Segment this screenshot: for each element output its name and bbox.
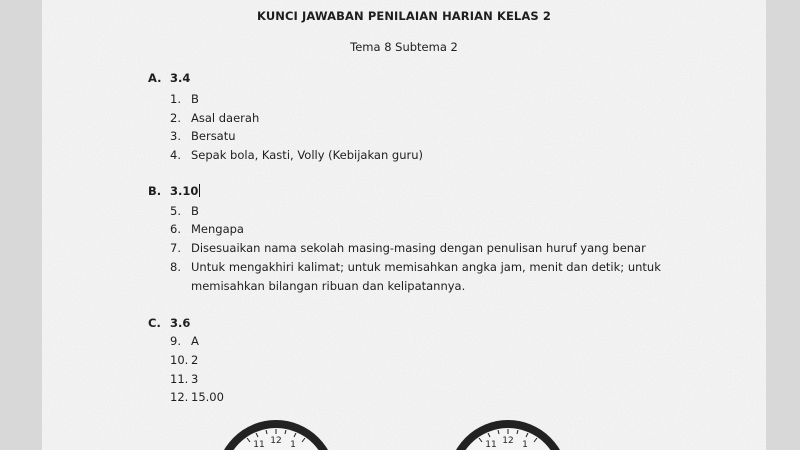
scan-noise-texture — [42, 0, 766, 450]
item-number: 11. — [170, 372, 189, 386]
clock-number: 12 — [270, 436, 282, 446]
clock-number: 11 — [485, 440, 497, 450]
item-text: 3 — [191, 372, 199, 386]
item-number: 8. — [170, 260, 181, 274]
list-item — [170, 372, 198, 386]
list-item — [170, 92, 199, 106]
list-item — [170, 334, 199, 348]
item-text-continuation: memisahkan bilangan ribuan dan kelipatannya. — [191, 279, 466, 293]
item-text: B — [191, 92, 199, 106]
clock-icon — [446, 416, 570, 450]
item-number: 10. — [170, 353, 189, 367]
list-item — [170, 129, 236, 143]
section-code: 3.10 — [170, 184, 199, 198]
item-number: 9. — [170, 334, 181, 348]
list-item — [170, 353, 198, 367]
list-item — [170, 390, 224, 404]
item-number: 7. — [170, 241, 181, 255]
item-text: Disesuaikan nama sekolah masing-masing dengan penulisan huruf yang benar — [191, 241, 646, 255]
list-item — [170, 111, 259, 125]
item-number: 2. — [170, 111, 181, 125]
list-item — [170, 241, 646, 255]
item-text: 2 — [191, 353, 199, 367]
clock-number: 11 — [253, 440, 265, 450]
item-text: B — [191, 204, 199, 218]
list-item — [170, 148, 423, 162]
item-number: 1. — [170, 92, 181, 106]
list-item — [170, 204, 199, 218]
item-number: 4. — [170, 148, 181, 162]
item-number: 3. — [170, 129, 181, 143]
clock-number: 1 — [290, 440, 296, 450]
section-a-heading — [148, 71, 190, 85]
document-title: KUNCI JAWABAN PENILAIAN HARIAN KELAS 2 — [257, 9, 551, 23]
section-code: 3.6 — [170, 316, 191, 330]
document-subtitle: Tema 8 Subtema 2 — [350, 40, 458, 54]
section-letter: B. — [148, 184, 162, 198]
item-number: 5. — [170, 204, 181, 218]
item-text: A — [191, 334, 199, 348]
item-text: Asal daerah — [191, 111, 260, 125]
clock-icon — [214, 416, 338, 450]
list-item — [170, 260, 661, 293]
section-c-heading — [148, 316, 190, 330]
text-cursor — [199, 184, 200, 197]
item-number: 12. — [170, 390, 189, 404]
item-text: 15.00 — [191, 390, 224, 404]
item-text: Bersatu — [191, 129, 236, 143]
item-text: Untuk mengakhiri kalimat; untuk memisahkan angka jam, menit dan detik; untuk — [191, 260, 661, 274]
section-b-heading — [148, 184, 200, 198]
document-page — [42, 0, 766, 450]
section-code: 3.4 — [170, 71, 191, 85]
list-item — [170, 222, 244, 236]
clock-number: 12 — [502, 436, 514, 446]
clock-number: 1 — [522, 440, 528, 450]
section-letter: A. — [148, 71, 162, 85]
item-number: 6. — [170, 222, 181, 236]
item-text: Sepak bola, Kasti, Volly (Kebijakan guru) — [191, 148, 423, 162]
item-text: Mengapa — [191, 222, 244, 236]
section-letter: C. — [148, 316, 161, 330]
